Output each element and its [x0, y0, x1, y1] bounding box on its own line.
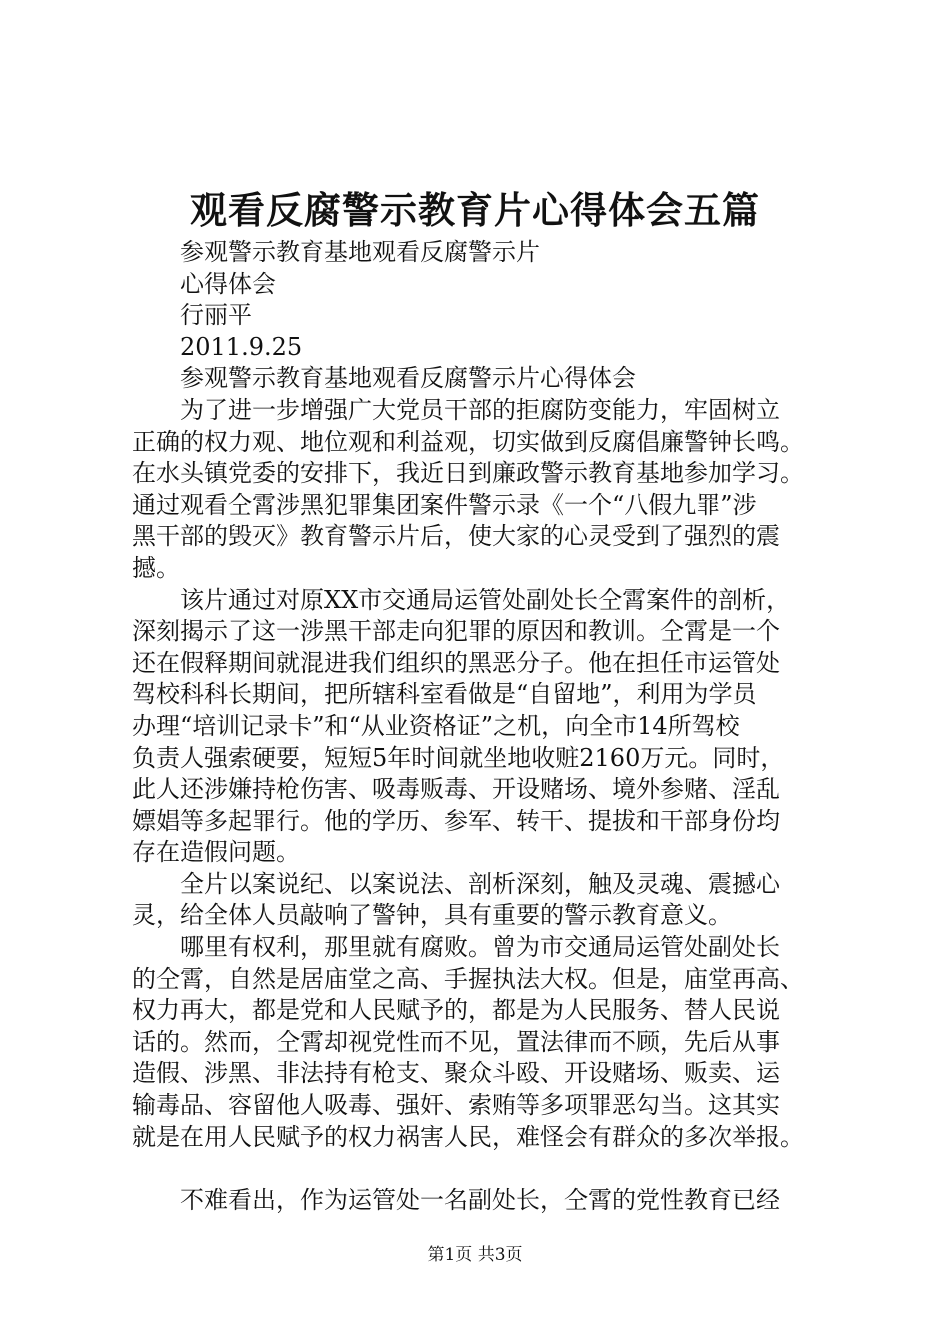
paragraph-line: 不难看出，作为运管处一名副处长，仝霄的党性教育已经	[180, 1185, 780, 1214]
paragraph-line: 全片以案说纪、以案说法、剖析深刻，触及灵魂、震撼心	[180, 869, 780, 898]
header-line: 参观警示教育基地观看反腐警示片	[180, 238, 540, 266]
paragraph-line: 哪里有权利，那里就有腐败。曾为市交通局运管处副处长	[180, 933, 780, 962]
subtitle-line: 参观警示教育基地观看反腐警示片心得体会	[180, 364, 636, 393]
paragraph-line: 黑干部的毁灭》教育警示片后，使大家的心灵受到了强烈的震	[132, 522, 780, 551]
document-body	[132, 237, 838, 1216]
paragraph-line: 灵，给全体人员敲响了警钟，具有重要的警示教育意义。	[132, 901, 732, 930]
paragraph-line: 造假、涉黑、非法持有枪支、聚众斗殴、开设赌场、贩卖、运	[132, 1059, 780, 1088]
paragraph-3	[132, 869, 838, 932]
paragraph-line: 深刻揭示了这一涉黑干部走向犯罪的原因和教训。仝霄是一个	[132, 617, 780, 646]
paragraph-1	[132, 395, 838, 585]
paragraph-line: 办理“培训记录卡”和“从业资格证”之机，向全市14所驾校	[132, 711, 740, 740]
paragraph-line: 就是在用人民赋予的权力祸害人民，难怪会有群众的多次举报。	[132, 1122, 804, 1151]
paragraph-5	[132, 1185, 838, 1217]
author-line: 行丽平	[180, 301, 252, 330]
paragraph-line: 通过观看仝霄涉黑犯罪集团案件警示录《一个“八假九罪”涉	[132, 490, 757, 519]
paragraph-4	[132, 932, 838, 1153]
paragraph-line: 在水头镇党委的安排下，我近日到廉政警示教育基地参加学习。	[132, 459, 804, 488]
paragraph-line: 的仝霄，自然是居庙堂之高、手握执法大权。但是，庙堂再高、	[132, 964, 804, 993]
paragraph-line: 为了进一步增强广大党员干部的拒腐防变能力，牢固树立	[180, 395, 780, 424]
paragraph-line: 驾校科科长期间，把所辖科室看做是“自留地”，利用为学员	[132, 680, 757, 709]
paragraph-2	[132, 585, 838, 869]
document-title: 观看反腐警示教育片心得体会五篇	[190, 188, 760, 232]
header-line: 心得体会	[180, 269, 276, 298]
paragraph-line: 该片通过对原XX市交通局运管处副处长仝霄案件的剖析，	[180, 585, 791, 614]
paragraph-line: 正确的权力观、地位观和利益观，切实做到反腐倡廉警钟长鸣。	[132, 427, 804, 456]
page-footer: 第1页 共3页	[427, 1245, 523, 1265]
date-line: 2011.9.25	[180, 332, 303, 361]
paragraph-line: 还在假释期间就混进我们组织的黑恶分子。他在担任市运管处	[132, 648, 780, 677]
paragraph-gap	[132, 1153, 838, 1185]
paragraph-line: 此人还涉嫌持枪伤害、吸毒贩毒、开设赌场、境外参赌、淫乱	[132, 775, 780, 804]
paragraph-line: 话的。然而，仝霄却视党性而不见，置法律而不顾，先后从事	[132, 1027, 780, 1056]
paragraph-line: 输毒品、容留他人吸毒、强奸、索贿等多项罪恶勾当。这其实	[132, 1091, 780, 1120]
paragraph-line: 负责人强索硬要，短短5年时间就坐地收赃2160万元。同时，	[132, 743, 785, 772]
paragraph-line: 撼。	[132, 553, 180, 582]
paragraph-line: 权力再大，都是党和人民赋予的，都是为人民服务、替人民说	[132, 996, 780, 1025]
paragraph-line: 存在造假问题。	[132, 838, 300, 867]
paragraph-line: 嫖娼等多起罪行。他的学历、参军、转干、提拔和干部身份均	[132, 806, 780, 835]
